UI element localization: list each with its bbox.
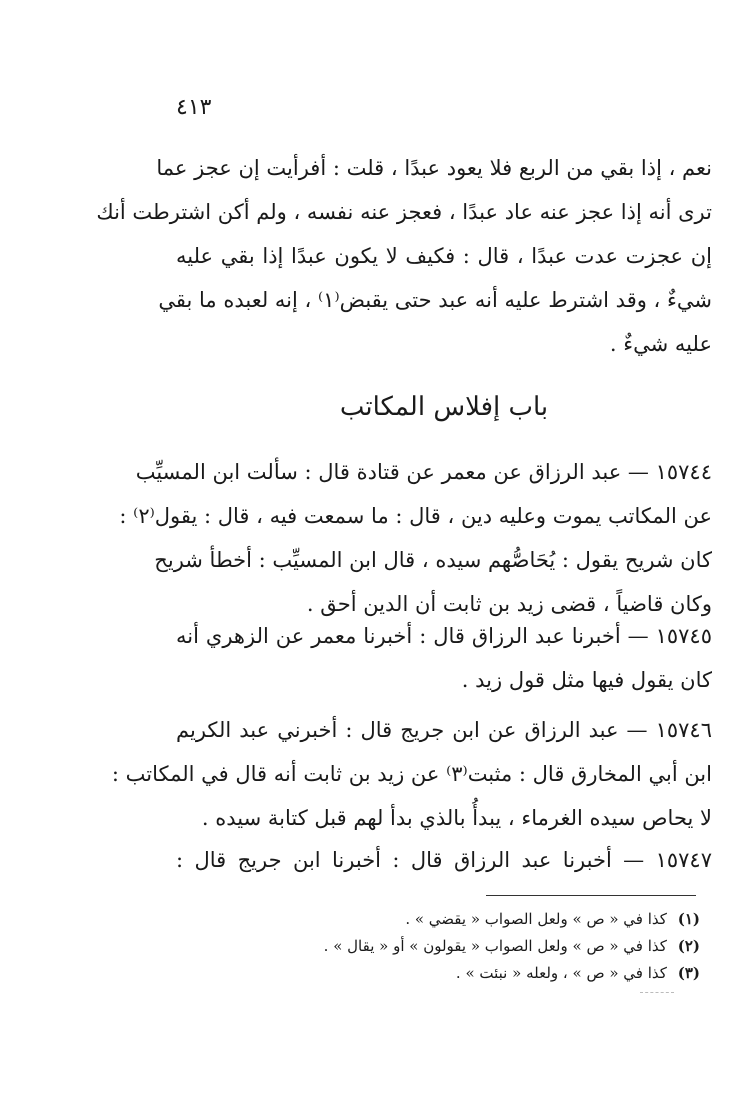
text-line: عن المكاتب يموت وعليه دين ، قال : ما سمعت فيه ، قال : يقول⁽٢⁾ : bbox=[119, 504, 712, 528]
text-line: ترى أنه إذا عجز عنه عاد عبدًا ، فعجز عنه نفسه ، ولم أكن اشترطت أنك bbox=[96, 200, 712, 224]
text-line: ١٥٧٤٥ — أخبرنا عبد الرزاق قال : أخبرنا معمر عن الزهري أنه bbox=[176, 624, 712, 648]
footnote-number: (٢) bbox=[677, 937, 700, 955]
intro-paragraph bbox=[96, 146, 712, 366]
text-line: شيءٌ ، وقد اشترط عليه أنه عبد حتى يقبض⁽١⁾ ، إنه لعبده ما بقي bbox=[158, 288, 712, 312]
footnote-3 bbox=[300, 960, 700, 987]
footnote-separator bbox=[486, 895, 696, 896]
print-smudge bbox=[640, 992, 674, 993]
footnote-text: كذا في « ص » ولعل الصواب « يقضي » . bbox=[405, 910, 667, 928]
hadith-entry-15744 bbox=[119, 450, 712, 626]
text-line: ١٥٧٤٧ — أخبرنا عبد الرزاق قال : أخبرنا ابن جريج قال : bbox=[176, 848, 712, 872]
text-line: كان يقول فيها مثل قول زيد . bbox=[461, 668, 712, 692]
text-line: نعم ، إذا بقي من الربع فلا يعود عبدًا ، قلت : أفرأيت إن عجز عما bbox=[156, 156, 712, 180]
text-line: كان شريح يقول : يُحَاصُّهم سيده ، قال ابن المسيِّب : أخطأ شريح bbox=[154, 548, 712, 572]
text-line: لا يحاص سيده الغرماء ، يبدأُ بالذي بدأ لهم قبل كتابة سيده . bbox=[201, 806, 712, 830]
footnote-text: كذا في « ص » ، ولعله « نبئت » . bbox=[455, 964, 667, 982]
text-line: عليه شيءٌ . bbox=[609, 332, 712, 356]
text-line: وكان قاضياً ، قضى زيد بن ثابت أن الدين أحق . bbox=[306, 592, 712, 616]
text-line: ابن أبي المخارق قال : مثبت⁽٣⁾ عن زيد بن ثابت أنه قال في المكاتب : bbox=[111, 762, 712, 786]
text-line: ١٥٧٤٦ — عبد الرزاق عن ابن جريج قال : أخبرني عبد الكريم bbox=[176, 718, 712, 742]
footnote-number: (١) bbox=[677, 910, 700, 928]
hadith-entry-15747 bbox=[176, 838, 712, 882]
footnotes bbox=[300, 906, 700, 987]
text-line: إن عجزت عدت عبدًا ، قال : فكيف لا يكون عبدًا إذا بقي عليه bbox=[176, 244, 712, 268]
page-number: ٤١٣ bbox=[176, 95, 212, 120]
hadith-entry-15745 bbox=[176, 614, 712, 702]
footnote-2 bbox=[300, 933, 700, 960]
hadith-entry-15746 bbox=[111, 708, 712, 840]
chapter-title: باب إفلاس المكاتب bbox=[339, 392, 549, 422]
footnote-1 bbox=[300, 906, 700, 933]
footnote-number: (٣) bbox=[677, 964, 700, 982]
footnote-text: كذا في « ص » ولعل الصواب « يقولون » أو « يقال » . bbox=[323, 937, 667, 955]
text-line: ١٥٧٤٤ — عبد الرزاق عن معمر عن قتادة قال : سألت ابن المسيِّب bbox=[135, 460, 712, 484]
